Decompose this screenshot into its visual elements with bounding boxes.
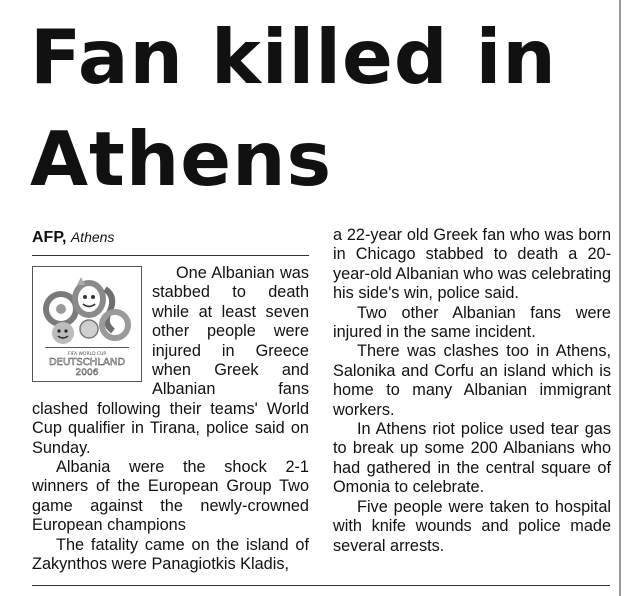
- article-paragraph: Five people were taken to hospital with knife wounds and police made several arrests.: [333, 497, 611, 555]
- logo-wordmark: DEUTSCHLAND: [48, 357, 126, 368]
- article-paragraph: The fatality came on the island of Zakynthos were Panagiotkis Kladis,: [32, 535, 309, 574]
- logo-small-text: FIFA WORLD CUP: [67, 352, 107, 357]
- right-column: [333, 226, 611, 556]
- article-paragraph: Albania were the shock 2-1 winners of the European Group Two game against the newly-crowned European champions: [32, 458, 309, 535]
- article-paragraph: a 22-year old Greek fan who was born in Chicago stabbed to death a 20-year-old Albanian who was celebrating his side's win, police said.: [333, 226, 611, 303]
- byline-agency: AFP,: [32, 229, 67, 246]
- logo-year: 2006: [75, 368, 99, 378]
- byline-rule: [32, 255, 309, 256]
- article-paragraph: Two other Albanian fans were injured in the same incident.: [333, 303, 611, 342]
- right-column-rule: [619, 0, 621, 596]
- left-column: [32, 226, 309, 575]
- bottom-rule: [32, 585, 610, 586]
- world-cup-2006-emblem-icon: [33, 267, 141, 381]
- byline: [32, 226, 309, 248]
- article-paragraph: There was clashes too in Athens, Salonika and Corfu an island which is home to many Albanian immigrant workers.: [333, 342, 611, 419]
- byline-place: Athens: [70, 229, 115, 245]
- article-paragraph: In Athens riot police used tear gas to break up some 200 Albanians who had gathered in the central square of Omonia to celebrate.: [333, 420, 611, 497]
- world-cup-2006-logo: [32, 266, 142, 382]
- headline: Fan killed in Athens: [30, 13, 557, 203]
- article-paragraph: One Albanian was stabbed to death while at least seven other people were injured in Greece when Greek and Albanian fans clashed following their teams' World Cup qualifier in Tirana, police said on Sunday.: [32, 264, 309, 457]
